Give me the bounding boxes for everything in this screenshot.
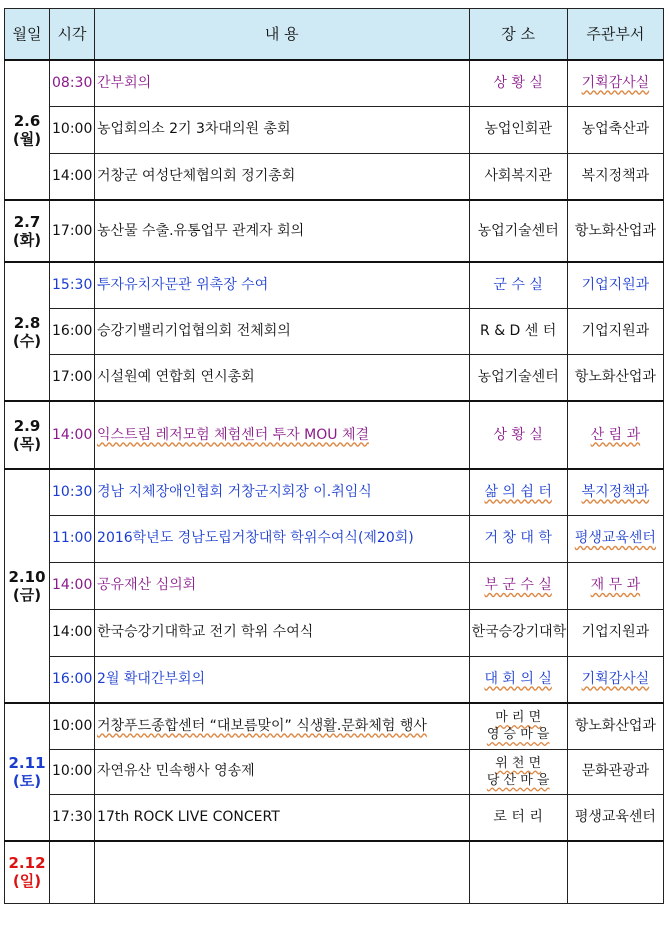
organizer-cell <box>567 469 663 515</box>
location-cell <box>469 401 567 469</box>
location-cell-text: 대 회 의 실 <box>484 670 552 687</box>
time-cell <box>50 749 95 794</box>
location-cell-text: 부 군 수 실 <box>484 577 552 593</box>
organizer-cell <box>567 200 663 262</box>
organizer-cell <box>567 703 663 749</box>
organizer-cell-text: 복지정책과 <box>581 483 650 500</box>
location-cell <box>469 60 567 106</box>
day-cell <box>5 841 50 903</box>
schedule-row <box>5 703 664 749</box>
time-cell-text: 10:00 <box>52 717 93 734</box>
location-cell-text: 상 황 실 <box>493 426 543 443</box>
organizer-cell <box>567 609 663 656</box>
time-cell <box>50 656 95 703</box>
content-cell-text: 17th ROCK LIVE CONCERT <box>97 808 280 825</box>
content-cell <box>95 656 470 703</box>
time-cell <box>50 841 95 903</box>
organizer-cell-text: 기업지원과 <box>581 322 650 339</box>
content-cell <box>95 469 470 515</box>
header-day: 월일 <box>5 9 50 61</box>
content-cell-text: 익스트림 레저모험 체험센터 투자 MOU 체결 <box>97 426 370 443</box>
content-cell-text: 투자유치자문관 위촉장 수여 <box>97 276 269 293</box>
time-cell-text: 17:30 <box>52 808 93 825</box>
time-cell-text: 17:00 <box>52 222 93 239</box>
time-cell <box>50 703 95 749</box>
time-cell-text: 14:00 <box>52 426 93 443</box>
day-cell <box>5 200 50 262</box>
schedule-row <box>5 106 664 153</box>
content-cell <box>95 401 470 469</box>
location-cell <box>469 153 567 200</box>
organizer-cell <box>567 562 663 609</box>
content-cell <box>95 354 470 401</box>
content-cell-text: 시설원예 연합회 연시총회 <box>97 368 255 385</box>
organizer-cell-text: 항노화산업과 <box>574 222 656 239</box>
time-cell <box>50 609 95 656</box>
organizer-cell-text: 평생교육센터 <box>574 808 656 825</box>
time-cell <box>50 106 95 153</box>
location-cell <box>469 609 567 656</box>
organizer-cell <box>567 354 663 401</box>
time-cell-text: 10:00 <box>52 121 93 137</box>
day-label: 2.7 (화) <box>12 213 42 249</box>
schedule-row <box>5 749 664 794</box>
location-cell <box>469 200 567 262</box>
organizer-cell <box>567 153 663 200</box>
time-cell-text: 11:00 <box>52 530 93 546</box>
time-cell <box>50 262 95 308</box>
day-cell <box>5 262 50 401</box>
content-cell <box>95 703 470 749</box>
location-cell <box>469 841 567 903</box>
location-cell-text: 위 천 면 당 산 마 을 <box>486 755 550 788</box>
time-cell <box>50 153 95 200</box>
location-cell-text: 군 수 실 <box>493 276 543 293</box>
header-content: 내 용 <box>95 9 470 61</box>
time-cell <box>50 60 95 106</box>
schedule-row <box>5 354 664 401</box>
location-cell <box>469 703 567 749</box>
organizer-cell <box>567 262 663 308</box>
schedule-row <box>5 656 664 703</box>
location-cell <box>469 656 567 703</box>
content-cell-text: 2016학년도 경남도립거창대학 학위수여식(제20회) <box>97 530 414 546</box>
time-cell <box>50 354 95 401</box>
content-cell-text: 한국승강기대학교 전기 학위 수여식 <box>97 624 314 640</box>
time-cell <box>50 308 95 354</box>
organizer-cell-text: 기업지원과 <box>581 624 650 640</box>
organizer-cell-text: 항노화산업과 <box>574 368 656 385</box>
header-location: 장 소 <box>469 9 567 61</box>
organizer-cell-text: 산 림 과 <box>590 426 641 443</box>
time-cell-text: 14:00 <box>52 624 93 640</box>
organizer-cell <box>567 749 663 794</box>
content-cell-text: 2월 확대간부회의 <box>97 670 206 687</box>
schedule-row <box>5 515 664 562</box>
content-cell-text: 거창군 여성단체협의회 정기총회 <box>97 167 296 184</box>
location-cell <box>469 262 567 308</box>
day-label: 2.9 (목) <box>12 417 42 453</box>
content-cell-text: 거창푸드종합센터 “대보름맞이” 식생활.문화체험 행사 <box>97 717 427 734</box>
location-cell <box>469 749 567 794</box>
location-cell-text: 마 리 면 영 승 마 을 <box>486 710 550 743</box>
organizer-cell-text: 항노화산업과 <box>574 717 656 734</box>
organizer-cell-text: 농업축산과 <box>581 121 650 137</box>
header-row <box>5 9 664 61</box>
schedule-row <box>5 60 664 106</box>
time-cell <box>50 515 95 562</box>
schedule-row <box>5 308 664 354</box>
organizer-cell <box>567 60 663 106</box>
content-cell-text: 승강기밸리기업협의회 전체회의 <box>97 322 291 339</box>
time-cell-text: 14:00 <box>52 577 93 593</box>
location-cell-text: 거 창 대 학 <box>484 530 552 546</box>
schedule-row <box>5 794 664 841</box>
location-cell-text: 사회복지관 <box>484 167 552 184</box>
content-cell <box>95 262 470 308</box>
schedule-row <box>5 841 664 903</box>
organizer-cell-text: 평생교육센터 <box>574 530 656 546</box>
day-cell <box>5 703 50 841</box>
location-cell <box>469 794 567 841</box>
organizer-cell-text: 복지정책과 <box>581 167 650 184</box>
organizer-cell-text: 기획감사실 <box>581 670 650 687</box>
content-cell-text: 공유재산 심의회 <box>97 577 197 593</box>
schedule-row <box>5 153 664 200</box>
organizer-cell <box>567 401 663 469</box>
content-cell <box>95 749 470 794</box>
organizer-cell <box>567 656 663 703</box>
day-label: 2.11 (토) <box>8 754 46 790</box>
content-cell <box>95 200 470 262</box>
location-cell <box>469 515 567 562</box>
schedule-row <box>5 609 664 656</box>
location-cell-text: 상 황 실 <box>493 74 543 91</box>
content-cell-text: 자연유산 민속행사 영송제 <box>97 763 255 779</box>
organizer-cell <box>567 841 663 903</box>
location-cell-text: 농업기술센터 <box>477 222 559 239</box>
header-organizer: 주관부서 <box>567 9 663 61</box>
location-cell-text: R & D 센 터 <box>480 322 557 339</box>
content-cell <box>95 609 470 656</box>
time-cell <box>50 200 95 262</box>
day-label: 2.12 (일) <box>8 854 46 891</box>
location-cell <box>469 562 567 609</box>
organizer-cell <box>567 106 663 153</box>
organizer-cell-text: 재 무 과 <box>590 577 641 593</box>
content-cell <box>95 841 470 903</box>
location-cell <box>469 354 567 401</box>
location-cell <box>469 308 567 354</box>
time-cell-text: 10:00 <box>52 763 93 779</box>
content-cell-text: 간부회의 <box>97 74 152 91</box>
location-cell-text: 삶 의 쉼 터 <box>484 483 552 500</box>
time-cell-text: 10:30 <box>52 483 93 500</box>
organizer-cell <box>567 794 663 841</box>
schedule-row <box>5 401 664 469</box>
time-cell-text: 16:00 <box>52 670 93 687</box>
time-cell-text: 16:00 <box>52 322 93 339</box>
time-cell-text: 15:30 <box>52 276 93 293</box>
time-cell-text: 08:30 <box>52 74 93 91</box>
content-cell <box>95 308 470 354</box>
day-cell <box>5 469 50 703</box>
content-cell <box>95 562 470 609</box>
day-cell <box>5 401 50 469</box>
organizer-cell-text: 기획감사실 <box>581 74 650 91</box>
content-cell <box>95 106 470 153</box>
time-cell-text: 14:00 <box>52 167 93 184</box>
content-cell-text: 농업회의소 2기 3차대의원 총회 <box>97 121 291 137</box>
location-cell <box>469 469 567 515</box>
location-cell <box>469 106 567 153</box>
time-cell-text: 17:00 <box>52 368 93 385</box>
schedule-row <box>5 262 664 308</box>
day-label: 2.10 (금) <box>8 568 46 604</box>
location-cell-text: 로 터 리 <box>493 808 543 825</box>
time-cell <box>50 469 95 515</box>
content-cell <box>95 515 470 562</box>
header-time: 시각 <box>50 9 95 61</box>
organizer-cell <box>567 515 663 562</box>
location-cell-text: 농업기술센터 <box>477 368 559 385</box>
content-cell-text: 농산물 수출.유통업무 관계자 회의 <box>97 222 305 239</box>
schedule-row <box>5 200 664 262</box>
content-cell <box>95 794 470 841</box>
time-cell <box>50 794 95 841</box>
day-cell <box>5 60 50 200</box>
organizer-cell-text: 문화관광과 <box>581 763 650 779</box>
content-cell-text: 경남 지체장애인협회 거창군지회장 이.취임식 <box>97 483 372 500</box>
content-cell <box>95 153 470 200</box>
organizer-cell <box>567 308 663 354</box>
location-cell-text: 한국승강기대학 <box>471 624 567 640</box>
time-cell <box>50 562 95 609</box>
organizer-cell-text: 기업지원과 <box>581 276 650 293</box>
schedule-row <box>5 562 664 609</box>
location-cell-text: 농업인회관 <box>484 121 552 137</box>
schedule-table <box>4 8 664 904</box>
day-label: 2.6 (월) <box>12 112 42 148</box>
schedule-body <box>5 60 664 903</box>
schedule-row <box>5 469 664 515</box>
content-cell <box>95 60 470 106</box>
time-cell <box>50 401 95 469</box>
day-label: 2.8 (수) <box>12 313 42 350</box>
